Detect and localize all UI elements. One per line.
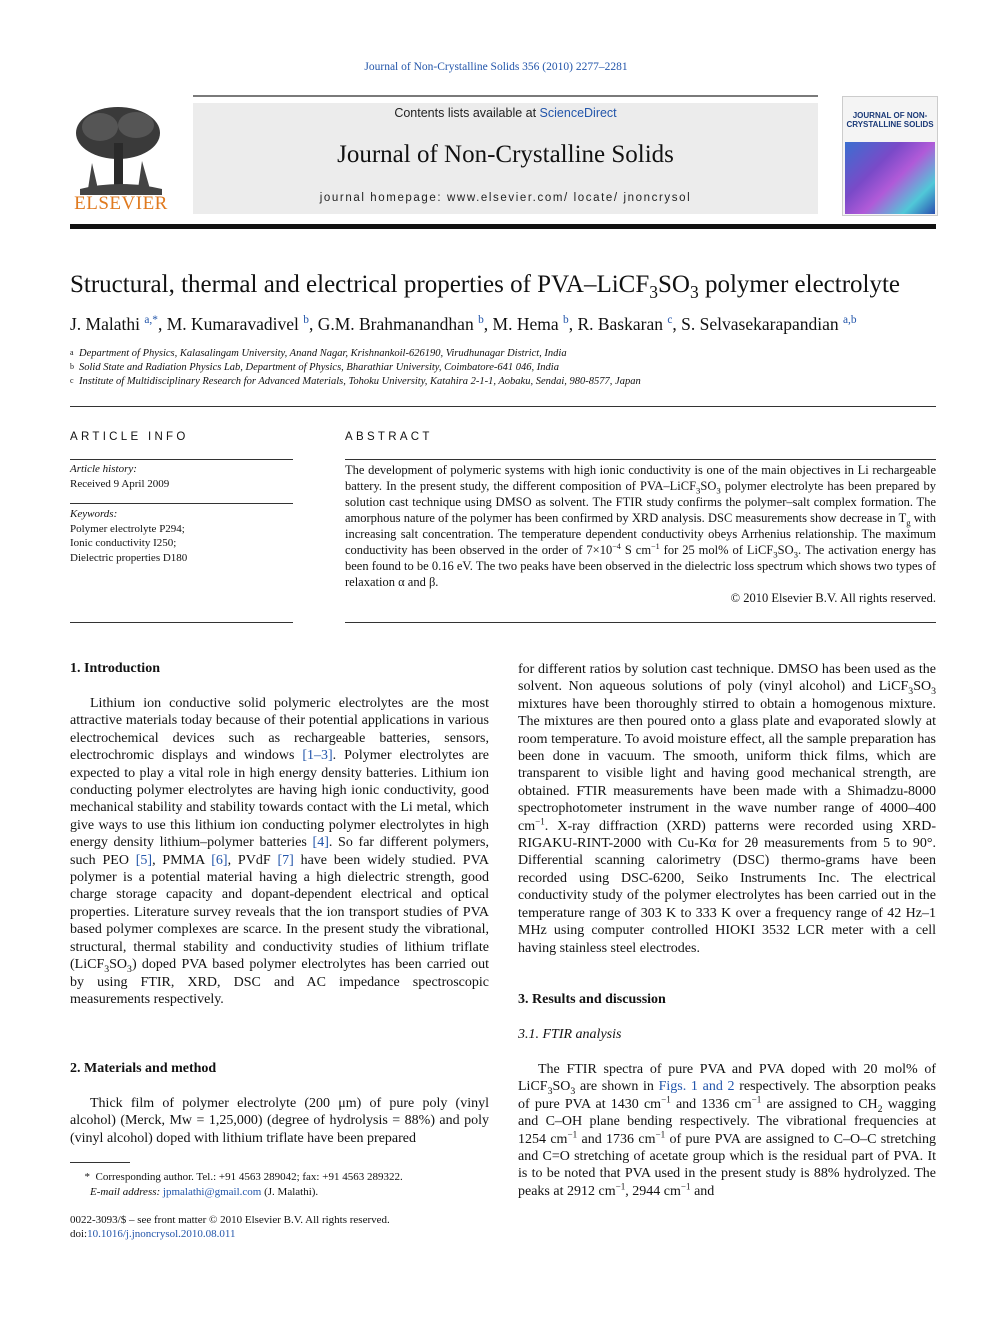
journal-banner <box>193 103 818 214</box>
author-list: J. Malathi $^{a,*}$, M. Kumaravadivel $^b$, G.M. Brahmanandhan $^b$, M. Hema $^b$, R. Baskaran $^c$, S. Selvasekarapandian $^{a,b}$ <box>70 314 857 334</box>
elsevier-logo <box>70 103 172 215</box>
journal-homepage[interactable]: journal homepage: www.elsevier.com/ locate/ jnoncrysol <box>319 192 692 204</box>
author-affiliation-mark[interactable]: b <box>303 314 309 327</box>
footnote-rule <box>70 1162 130 1163</box>
article-info-divider <box>70 459 293 460</box>
cover-image <box>845 142 935 214</box>
journal-title: Journal of Non-Crystalline Solids <box>337 141 674 168</box>
cover-title: JOURNAL OF NON-CRYSTALLINE SOLIDS <box>846 111 934 129</box>
author: R. Baskaran <box>577 314 663 334</box>
keyword: Dielectric properties D180 <box>70 551 188 564</box>
author-affiliation-mark[interactable]: b <box>563 314 569 327</box>
contents-line <box>193 106 818 120</box>
sciencedirect-link[interactable]: ScienceDirect <box>539 106 617 120</box>
received-date: Received 9 April 2009 <box>70 477 170 490</box>
introduction-text: Lithium ion conductive solid polymeric electrolytes are the most attractive materials today because of their potential applications in various electrochemical devices such as rechargeable batteries, sensors, electrochromic displays and windows [1–3]. Polymer electrolytes are expected to play a vital role in high energy density batteries. Lithium ion conducting polymer electrolytes are having high ionic conductivity, good mechanical stability and stability towards contact with the Li metal, which give ways to use this lithium ion conducting polymer electrolytes in high energy density lithium–polymer batteries [4]. So far different polymers, such PEO [5], PMMA [6], PVdF [7] have been widely studied. PVA polymer is a potential material having a high dielectric strength, good charge storage capacity and dopant-dependent electrical and optical properties. Literature survey reveals that the ion transport studies of PVA based polymer complexes are scarce. In the present study the vibrational, structural, thermal stability and conductivity studies of lithium triflate $(LiCF_3SO_3)$ doped PVA based polymer electrolytes has been carried out by using FTIR, XRD, DSC and AC impedance spectroscopic measurements respectively. <box>70 696 489 1007</box>
methods-text-left: Thick film of polymer electrolyte (200 μm) of pure poly (vinyl alcohol) (Merck, Mw = 1,25,000) (degree of hydrolysis = 88%) and poly (vinyl alcohol) doped with lithium triflate have been prepared <box>70 1096 489 1146</box>
author: J. Malathi <box>70 314 140 334</box>
abstract-bottom-rule <box>345 622 936 623</box>
journal-cover <box>842 96 938 216</box>
author: G.M. Brahmanandhan <box>317 314 474 334</box>
methods-text-right: for different ratios by solution cast technique. DMSO has been used as the solvent. Non aqueous solutions of poly (vinyl alcohol) and $LiCF_3SO_3$ mixtures have been thoroughly stirred to obtain a homogenous mixture. The mixtures are then poured onto a glass plate and evaporated slowly at room temperature. To avoid moisture effect, all the sample preparation has been done in vacuum. The smooth, uniform thick films, which are transparent to visible light and having good mechanical strength, are obtained. FTIR measurements have been made with a Shimadzu-8000 spectrophotometer instrument in the wave number range of 4000–400 $cm^{-1}$. X-ray diffraction (XRD) patterns were recorded using XRD-RIGAKU-RINT-2000 with Cu-Kα for 2θ measurements from 5 to 90°. Differential scanning calorimetry (DSC) thermo-grams have been recorded using DSC-6200, Seiko Instruments Inc. The electrical conductivity study of the polymer electrolytes has been carried out in the temperature range of 303 K to 333 K over a frequency range of 42 Hz–1 MHz using computer controlled HIOKI 3532 LCR meter with a cell having stainless steel electrodes. <box>518 662 936 956</box>
author-affiliation-mark[interactable]: b <box>478 314 484 327</box>
section-heading: 1. Introduction <box>70 661 160 676</box>
article-info-bottom-rule <box>70 622 293 623</box>
contents-label: Contents lists available at <box>394 106 540 120</box>
author: M. Hema <box>492 314 559 334</box>
keywords-divider <box>70 503 293 504</box>
affiliation: c Institute of Multidisciplinary Research for Advanced Materials, Tohoku University, Katahira 2-1-1, Aobaku, Sendai, 980-8577, Japan <box>70 376 641 387</box>
abstract-divider <box>345 459 936 460</box>
affiliations-divider <box>70 406 936 407</box>
author-affiliation-mark[interactable]: a,* <box>144 314 158 327</box>
keywords-block <box>70 507 293 565</box>
abstract-text: The development of polymeric systems with high ionic conductivity is one of the main objectives in Li rechargeable battery. In the present study, the different composition of PVA–$LiCF_3SO_3$ polymer electrolyte has been prepared by solution cast technique using DMSO as solvent. The FTIR study confirms the polymer–salt complex formation. The amorphous nature of the polymer has been confirmed by XRD analysis. DSC measurements show decrease in $T_g$ with increasing salt concentration. The temperature dependent conductivity obeys Arrhenius relationship. The maximum conductivity has been observed in the order of $7\times 10^{-4}$ S $cm^{-1}$ for 25 mol% of $LiCF_3SO_3$. The activation energy has been found to be 0.16 eV. The two peaks have been observed in the dielectric loss spectrum which shows two types of relaxation α and β. © 2010 Elsevier B.V. All rights reserved. <box>345 463 936 605</box>
article-info-heading: ARTICLE INFO <box>70 431 189 443</box>
banner-rule <box>193 95 818 97</box>
keyword: Polymer electrolyte P294; <box>70 522 185 535</box>
author: M. Kumaravadivel <box>166 314 299 334</box>
journal-citation[interactable]: Journal of Non-Crystalline Solids 356 (2010) 2277–2281 <box>364 61 628 73</box>
header-divider <box>70 224 936 229</box>
doi-line: doi:10.1016/j.jnoncrysol.2010.08.011 <box>70 1228 236 1240</box>
keyword: Ionic conductivity I250; <box>70 537 177 549</box>
author: S. Selvasekarapandian <box>681 314 839 334</box>
article-history <box>70 462 293 491</box>
author-affiliation-mark[interactable]: a,b <box>842 314 857 327</box>
footnote-email: E-mail address: jpmalathi@gmail.com (J. Malathi). <box>90 1186 319 1198</box>
footnote-corresponding: * Corresponding author. Tel.: +91 4563 289042; fax: +91 4563 289322. <box>84 1171 403 1183</box>
affiliation: b Solid State and Radiation Physics Lab, Department of Physics, Bharathiar University, Coimbatore-641 046, India <box>70 362 559 373</box>
history-label: Article history: <box>70 463 137 475</box>
affiliation: a Department of Physics, Kalasalingam University, Anand Nagar, Krishnankoil-626190, Virudhunagar District, India <box>70 348 567 359</box>
abstract-copyright: © 2010 Elsevier B.V. All rights reserved. <box>730 591 936 605</box>
subsection-heading: 3.1. FTIR analysis <box>518 1027 622 1042</box>
issn-line: 0022-3093/$ – see front matter © 2010 Elsevier B.V. All rights reserved. <box>70 1214 390 1226</box>
ftir-text: The FTIR spectra of pure PVA and PVA doped with 20 mol% of $LiCF_3SO_3$ are shown in Figs. 1 and 2 respectively. The absorption peaks of pure PVA at 1430 $cm^{-1}$ and 1336 $cm^{-1}$ are assigned to $CH_2$ wagging and C–OH plane bending respectively. The vibrational frequencies at 1254 $cm^{-1}$ and 1736 $cm^{-1}$ of pure PVA are assigned to C–O–C stretching and C=O stretching of acetate group which is the residual part of PVA. It is to be noted that PVA used in the present study is 88% hydrolyzed. The peaks at 2912 $cm^{-1}$, 2944 $cm^{-1}$ and <box>518 1062 937 1199</box>
section-heading: 2. Materials and method <box>70 1061 217 1076</box>
article-title: Structural, thermal and electrical properties of PVA–$LiCF_3SO_3$ polymer electrolyte <box>70 271 901 302</box>
email-link[interactable]: jpmalathi@gmail.com <box>162 1186 262 1198</box>
section-heading: 3. Results and discussion <box>518 992 666 1007</box>
elsevier-wordmark: ELSEVIER <box>74 193 168 214</box>
abstract-heading: ABSTRACT <box>345 431 433 443</box>
doi-link[interactable]: 10.1016/j.jnoncrysol.2010.08.011 <box>87 1228 236 1240</box>
elsevier-tree-icon <box>70 103 170 195</box>
author-affiliation-mark[interactable]: c <box>667 314 673 327</box>
keywords-label: Keywords: <box>70 508 118 520</box>
